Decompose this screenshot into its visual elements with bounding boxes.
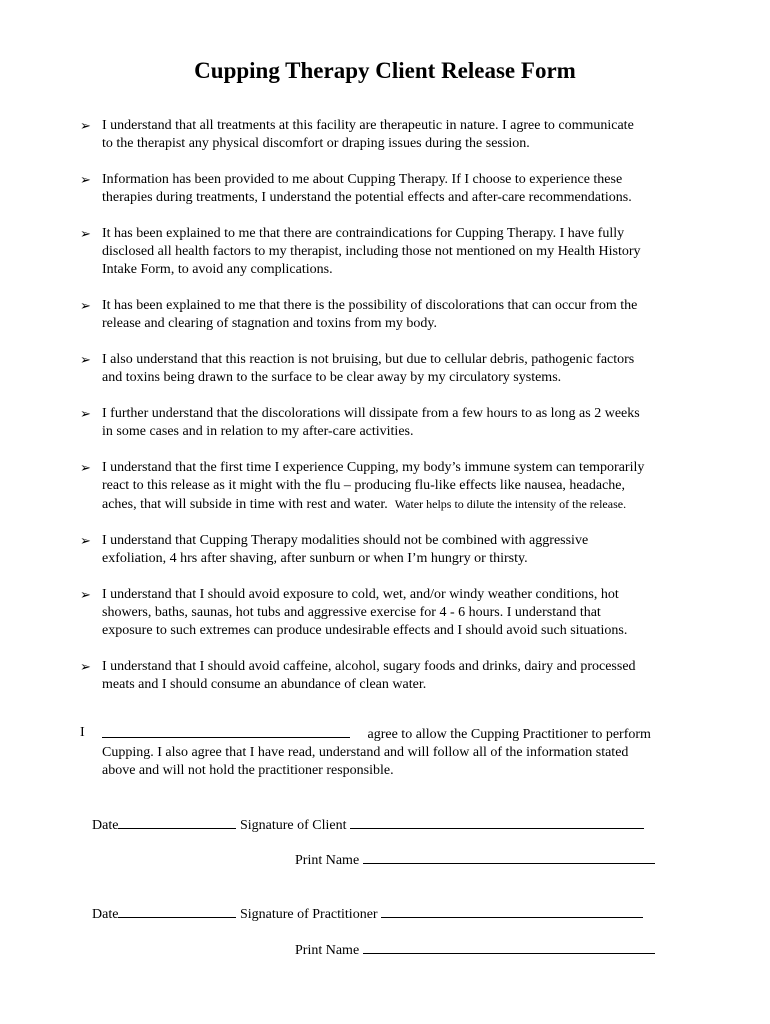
arrow-bullet-icon: ➢ xyxy=(80,533,91,548)
arrow-bullet-icon: ➢ xyxy=(80,587,91,602)
arrow-bullet-icon: ➢ xyxy=(80,460,91,475)
practitioner-signature-field[interactable] xyxy=(381,904,643,918)
practitioner-print-name-row xyxy=(295,940,655,959)
list-item: ➢ I understand that I should avoid caffeine, alcohol, sugary foods and drinks, dairy and processed meats and I should consume an abundance of clean water. xyxy=(80,659,636,692)
client-signature-field[interactable] xyxy=(350,815,644,829)
arrow-bullet-icon: ➢ xyxy=(80,659,91,674)
list-item: ➢ I understand that Cupping Therapy modalities should not be combined with aggressive exfoliation, 4 hrs after shaving, after sunburn or when I’m hungry or thirsty. xyxy=(80,533,589,566)
arrow-bullet-icon: ➢ xyxy=(80,118,91,133)
list-item: ➢ Information has been provided to me about Cupping Therapy. If I choose to experience these therapies during treatments, I understand the potential effects and after-care recommendations. xyxy=(80,172,632,205)
terms-list xyxy=(80,117,700,694)
client-print-name-field[interactable] xyxy=(363,850,655,864)
client-name-field[interactable] xyxy=(102,724,350,738)
arrow-bullet-icon: ➢ xyxy=(80,352,91,367)
print-name-label: Print Name xyxy=(295,853,360,868)
list-item: ➢ I understand that the first time I experience Cupping, my body’s immune system can temporarily react to this release as it might with the flu – producing flu-like effects like nausea, headache, aches, that will subside in time with rest and water. Water helps to dilute the intensity of the release. xyxy=(80,460,645,512)
item-note: Water helps to dilute the intensity of the release. xyxy=(394,497,627,511)
list-item: ➢ It has been explained to me that there are contraindications for Cupping Therapy. I have fully disclosed all health factors to my therapist, including those not mentioned on my Health History Intake Form, to avoid any complications. xyxy=(80,226,641,277)
print-name-label: Print Name xyxy=(295,943,360,958)
list-item: ➢ I further understand that the discolorations will dissipate from a few hours to as long as 2 weeks in some cases and in relation to my after-care activities. xyxy=(80,406,640,439)
list-item: ➢ I understand that all treatments at this facility are therapeutic in nature. I agree to communicate to the therapist any physical discomfort or draping issues during the session. xyxy=(80,118,634,151)
client-date-field[interactable] xyxy=(118,815,236,829)
arrow-bullet-icon: ➢ xyxy=(80,172,91,187)
list-item: ➢ It has been explained to me that there is the possibility of discolorations that can occur from the release and clearing of stagnation and toxins from my body. xyxy=(80,298,638,331)
client-date-row xyxy=(92,815,644,834)
agreement-prefix: I xyxy=(80,725,85,740)
arrow-bullet-icon: ➢ xyxy=(80,298,91,313)
practitioner-date-field[interactable] xyxy=(118,904,236,918)
practitioner-print-name-field[interactable] xyxy=(363,940,655,954)
date-label: Date xyxy=(92,818,119,833)
practitioner-date-row xyxy=(92,904,643,923)
practitioner-signature-label: Signature of Practitioner xyxy=(239,907,378,922)
client-signature-label: Signature of Client xyxy=(239,818,347,833)
list-item: ➢ I also understand that this reaction is not bruising, but due to cellular debris, pathogenic factors and toxins being drawn to the surface to be clear away by my circulatory systems. xyxy=(80,352,635,385)
date-label: Date xyxy=(92,907,119,922)
page-title: Cupping Therapy Client Release Form xyxy=(194,58,576,83)
release-form-page: Cupping Therapy Client Release Form ➢ I understand that all treatments at this facility are therapeutic in nature. I agree to communicate to the therapist any physical discomfort or draping issues during the session. ➢ Information has been provided to me about Cupping Therapy. If I choose to experience these therapies during treatments, I understand the potential effects and after-care recommendations. ➢ It has been explained to me that there are contraindications for Cupping Therapy. I have fully disclosed all health factors to my therapist, including those not mentioned on my Health History Intake Form, to avoid any complications. ➢ It has been explained to me that there is the possibility of discolorations that can occur from the release and clearing of stagnation and toxins from my body. ➢ I also understand that this reaction is not bruising, but due to cellular debris, pathogenic factors and toxins being drawn to the surface to be clear away by my circulatory systems. ➢ I further understand that the discolorations will dissipate from a few hours to as long as 2 weeks in some cases and in relation to my after-care activities. ➢ I understand that the first time I experience Cupping, my body’s immune system can temporarily react to this release as it might with the flu – producing flu-like effects like nausea, headache, aches, that will subside in time with rest and water. Water helps to dilute the intensity of the release. ➢ I understand that Cupping Therapy modalities should not be combined with aggressive exfoliation, 4 hrs after shaving, after sunburn or when I’m hungry or thirsty. ➢ I understand that I should avoid exposure to cold, wet, and/or windy weather conditions, hot showers, baths, saunas, hot tubs and aggressive exercise for 4 - 6 hours. I understand that exposure to such extremes can produce undesirable effects and I should avoid such situations. ➢ I understand that I should avoid caffeine, alcohol, sugary foods and drinks, dairy and processed meats and I should consume an abundance of clean water. I agree to allow the Cupping Practitioner to perform Cupping. I also agree that I have read, understand and will follow all of the information stated above and will not hold the practitioner responsible. Date Signature of Client Print Name Date Signature of Practitioner Print Name xyxy=(0,0,770,1024)
arrow-bullet-icon: ➢ xyxy=(80,406,91,421)
client-print-name-row xyxy=(295,850,655,869)
arrow-bullet-icon: ➢ xyxy=(80,226,91,241)
list-item: ➢ I understand that I should avoid exposure to cold, wet, and/or windy weather conditions, hot showers, baths, saunas, hot tubs and aggressive exercise for 4 - 6 hours. I understand that exposure to such extremes can produce undesirable effects and I should avoid such situations. xyxy=(80,587,628,638)
